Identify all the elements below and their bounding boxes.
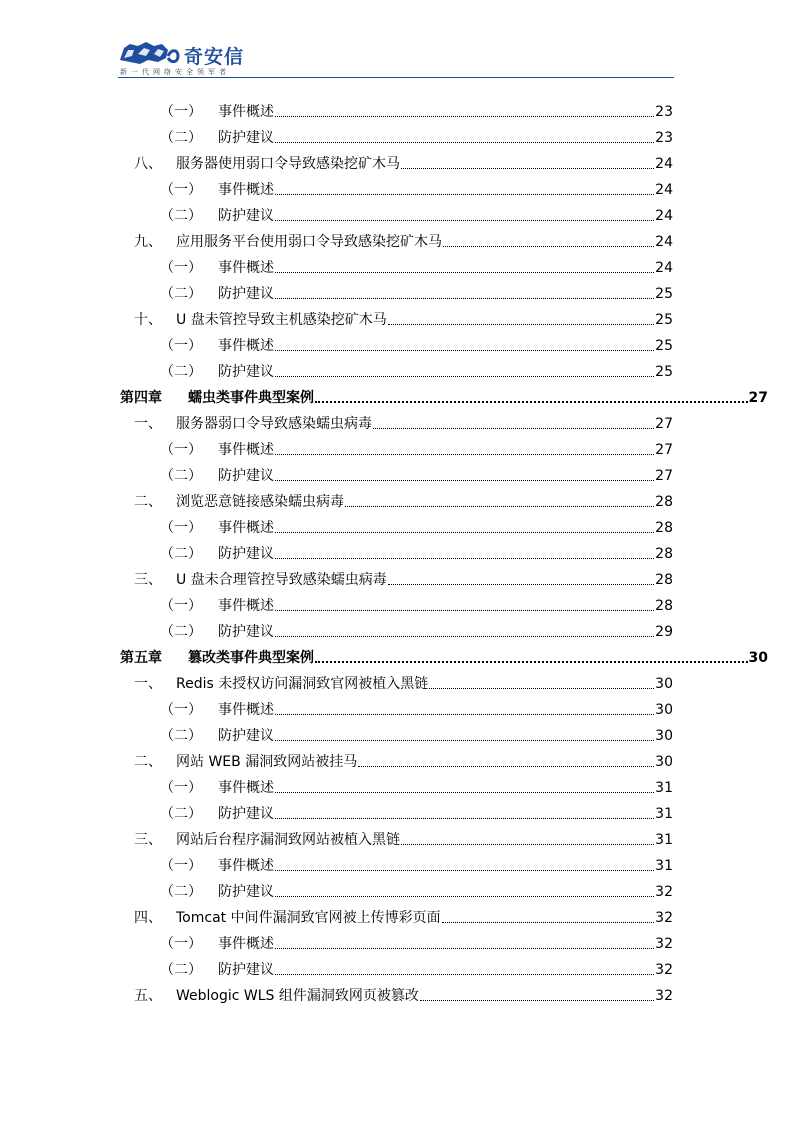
toc-entry-number: （二）	[160, 806, 202, 822]
toc-entry-page: 25	[655, 286, 673, 302]
toc-entry[interactable]	[160, 178, 673, 198]
toc-entry-number: （一）	[160, 338, 202, 354]
toc-dot-leader	[345, 506, 654, 507]
toc-entry-page: 24	[655, 234, 673, 250]
toc-dot-leader	[315, 401, 748, 403]
toc-entry-title: 防护建议	[218, 962, 274, 978]
toc-dot-leader	[275, 350, 654, 351]
toc-entry-page: 30	[655, 676, 673, 692]
toc-dot-leader	[275, 480, 654, 481]
toc-dot-leader	[358, 766, 654, 767]
toc-entry-page: 28	[655, 546, 673, 562]
toc-dot-leader	[275, 636, 654, 637]
toc-dot-leader	[275, 974, 654, 975]
toc-dot-leader	[275, 740, 654, 741]
toc-entry-number: （一）	[160, 442, 202, 458]
toc-entry-number: （二）	[160, 546, 202, 562]
toc-entry[interactable]	[134, 412, 673, 432]
toc-entry-number: （二）	[160, 728, 202, 744]
toc-entry-page: 32	[655, 936, 673, 952]
toc-entry-page: 28	[655, 494, 673, 510]
toc-entry[interactable]	[160, 464, 673, 484]
toc-entry[interactable]	[134, 672, 673, 692]
toc-entry-title: 事件概述	[218, 520, 274, 536]
toc-entry-page: 32	[655, 884, 673, 900]
toc-entry-page: 32	[655, 988, 673, 1004]
toc-entry-title: 防护建议	[218, 546, 274, 562]
toc-entry-title: 应用服务平台使用弱口令导致感染挖矿木马	[176, 234, 442, 250]
toc-entry-title: 防护建议	[218, 468, 274, 484]
toc-entry-number: （二）	[160, 884, 202, 900]
toc-entry[interactable]	[160, 100, 673, 120]
toc-entry[interactable]	[134, 152, 673, 172]
toc-entry[interactable]	[134, 984, 673, 1004]
toc-dot-leader	[275, 896, 654, 897]
toc-entry-title: Redis 未授权访问漏洞致官网被植入黑链	[176, 676, 429, 692]
toc-entry[interactable]	[160, 126, 673, 146]
toc-entry[interactable]	[160, 542, 673, 562]
toc-entry-page: 31	[655, 806, 673, 822]
toc-entry[interactable]	[160, 698, 673, 718]
toc-entry-title: 服务器弱口令导致感染蠕虫病毒	[176, 416, 372, 432]
toc-entry-number: 九、	[134, 234, 162, 250]
toc-entry-number: （一）	[160, 936, 202, 952]
toc-entry-title: 事件概述	[218, 260, 274, 276]
toc-entry-title: 事件概述	[218, 442, 274, 458]
toc-entry-title: Tomcat 中间件漏洞致官网被上传博彩页面	[176, 910, 441, 926]
toc-dot-leader	[275, 532, 654, 533]
toc-entry-page: 32	[655, 962, 673, 978]
toc-dot-leader	[275, 558, 654, 559]
toc-entry-title: U 盘未合理管控导致感染蠕虫病毒	[176, 572, 387, 588]
toc-entry-page: 30	[655, 728, 673, 744]
toc-entry[interactable]	[134, 568, 673, 588]
toc-entry-title: 事件概述	[218, 338, 274, 354]
toc-entry[interactable]	[160, 516, 673, 536]
toc-entry-number: （一）	[160, 702, 202, 718]
toc-entry-number: 五、	[134, 988, 162, 1004]
toc-entry-title: 网站后台程序漏洞致网站被植入黑链	[176, 832, 400, 848]
toc-entry[interactable]	[160, 854, 673, 874]
toc-entry-number: （一）	[160, 104, 202, 120]
toc-entry-title: 服务器使用弱口令导致感染挖矿木马	[176, 156, 400, 172]
toc-entry-page: 24	[655, 260, 673, 276]
toc-entry-number: （二）	[160, 468, 202, 484]
toc-entry-number: （一）	[160, 858, 202, 874]
toc-entry-page: 28	[655, 520, 673, 536]
brand-name: 奇安信	[184, 46, 245, 68]
toc-entry-page: 23	[655, 130, 673, 146]
toc-entry[interactable]	[160, 776, 673, 796]
toc-entry[interactable]	[160, 880, 673, 900]
toc-dot-leader	[401, 844, 654, 845]
toc-entry-page: 24	[655, 208, 673, 224]
toc-dot-leader	[275, 818, 654, 819]
toc-entry-number: （一）	[160, 780, 202, 796]
toc-entry-page: 31	[655, 780, 673, 796]
toc-dot-leader	[275, 948, 654, 949]
toc-entry-page: 23	[655, 104, 673, 120]
toc-entry-number: （二）	[160, 286, 202, 302]
toc-dot-leader	[373, 428, 654, 429]
toc-entry-page: 28	[655, 598, 673, 614]
toc-entry-title: 防护建议	[218, 806, 274, 822]
toc-entry-number: 二、	[134, 754, 162, 770]
toc-dot-leader	[275, 272, 654, 273]
toc-dot-leader	[315, 661, 748, 663]
toc-entry[interactable]	[160, 932, 673, 952]
toc-entry[interactable]	[134, 828, 673, 848]
toc-entry-title: 事件概述	[218, 936, 274, 952]
toc-dot-leader	[275, 376, 654, 377]
toc-entry-number: （二）	[160, 624, 202, 640]
toc-entry-number: 三、	[134, 572, 162, 588]
toc-entry-page: 30	[748, 650, 768, 666]
toc-entry-page: 27	[655, 468, 673, 484]
toc-entry-title: 防护建议	[218, 286, 274, 302]
toc-entry-title: Weblogic WLS 组件漏洞致网页被篡改	[176, 988, 419, 1004]
toc-entry[interactable]	[134, 230, 673, 250]
toc-dot-leader	[275, 454, 654, 455]
toc-entry-number: （一）	[160, 598, 202, 614]
toc-dot-leader	[388, 584, 654, 585]
toc-dot-leader	[275, 610, 654, 611]
toc-entry-number: （二）	[160, 208, 202, 224]
brand-slogan: 新一代网络安全领军者	[120, 68, 230, 76]
toc-entry-page: 28	[655, 572, 673, 588]
toc-entry-title: U 盘未管控导致主机感染挖矿木马	[176, 312, 387, 328]
toc-entry-number: 第四章	[120, 390, 162, 406]
toc-entry[interactable]	[134, 906, 673, 926]
toc-dot-leader	[443, 246, 654, 247]
toc-entry[interactable]	[160, 360, 673, 380]
toc-entry-page: 30	[655, 754, 673, 770]
toc-dot-leader	[275, 194, 654, 195]
toc-entry-page: 25	[655, 338, 673, 354]
toc-dot-leader	[275, 220, 654, 221]
toc-entry-number: 一、	[134, 676, 162, 692]
toc-entry-number: （一）	[160, 260, 202, 276]
toc-entry[interactable]	[160, 282, 673, 302]
toc-dot-leader	[275, 298, 654, 299]
toc-entry-title: 防护建议	[218, 728, 274, 744]
toc-entry[interactable]	[160, 620, 673, 640]
toc-entry-page: 24	[655, 182, 673, 198]
toc-entry[interactable]	[134, 490, 673, 510]
toc-entry-number: 八、	[134, 156, 162, 172]
toc-dot-leader	[388, 324, 654, 325]
toc-entry-page: 27	[748, 390, 768, 406]
header-divider	[118, 77, 674, 78]
toc-entry-title: 事件概述	[218, 104, 274, 120]
toc-entry-title: 蠕虫类事件典型案例	[188, 390, 314, 406]
toc-dot-leader	[275, 792, 654, 793]
toc-entry-title: 篡改类事件典型案例	[188, 650, 314, 666]
toc-entry-title: 事件概述	[218, 182, 274, 198]
toc-entry-number: 第五章	[120, 650, 162, 666]
toc-entry-title: 防护建议	[218, 208, 274, 224]
toc-entry-title: 防护建议	[218, 884, 274, 900]
toc-entry-page: 30	[655, 702, 673, 718]
toc-entry[interactable]	[134, 308, 673, 328]
toc-entry-page: 29	[655, 624, 673, 640]
toc-entry-number: （一）	[160, 520, 202, 536]
toc-entry-number: 三、	[134, 832, 162, 848]
toc-chapter-entry[interactable]	[120, 646, 768, 666]
toc-dot-leader	[442, 922, 655, 923]
toc-entry-number: （二）	[160, 364, 202, 380]
toc-entry-page: 25	[655, 312, 673, 328]
toc-entry-number: 十、	[134, 312, 162, 328]
toc-entry-number: 一、	[134, 416, 162, 432]
toc-entry-page: 25	[655, 364, 673, 380]
toc-entry-page: 31	[655, 832, 673, 848]
toc-dot-leader	[429, 688, 654, 689]
toc-chapter-entry[interactable]	[120, 386, 768, 406]
toc-dot-leader	[275, 870, 654, 871]
toc-entry-page: 24	[655, 156, 673, 172]
toc-entry-title: 事件概述	[218, 780, 274, 796]
toc-entry-title: 防护建议	[218, 624, 274, 640]
toc-entry-title: 事件概述	[218, 858, 274, 874]
toc-entry-page: 27	[655, 416, 673, 432]
toc-entry-number: （一）	[160, 182, 202, 198]
page-header	[118, 38, 674, 80]
toc-entry-title: 事件概述	[218, 598, 274, 614]
toc-entry-title: 事件概述	[218, 702, 274, 718]
toc-dot-leader	[275, 116, 654, 117]
toc-dot-leader	[275, 142, 654, 143]
toc-entry[interactable]	[160, 204, 673, 224]
toc-entry[interactable]	[160, 594, 673, 614]
toc-dot-leader	[420, 1000, 654, 1001]
qianxin-logo-icon	[118, 38, 180, 68]
toc-entry-page: 31	[655, 858, 673, 874]
toc-entry-number: 二、	[134, 494, 162, 510]
toc-entry-title: 浏览恶意链接感染蠕虫病毒	[176, 494, 344, 510]
toc-entry-title: 防护建议	[218, 364, 274, 380]
toc-dot-leader	[401, 168, 654, 169]
toc-entry-page: 27	[655, 442, 673, 458]
toc-entry[interactable]	[160, 724, 673, 744]
toc-entry-number: （二）	[160, 130, 202, 146]
toc-dot-leader	[275, 714, 654, 715]
toc-entry-page: 32	[655, 910, 673, 926]
toc-entry-title: 防护建议	[218, 130, 274, 146]
toc-entry[interactable]	[160, 802, 673, 822]
toc-entry[interactable]	[160, 438, 673, 458]
toc-entry[interactable]	[160, 334, 673, 354]
toc-entry[interactable]	[160, 958, 673, 978]
toc-entry-title: 网站 WEB 漏洞致网站被挂马	[176, 754, 358, 770]
toc-entry[interactable]	[160, 256, 673, 276]
toc-entry-number: 四、	[134, 910, 162, 926]
toc-entry[interactable]	[134, 750, 673, 770]
toc-entry-number: （二）	[160, 962, 202, 978]
